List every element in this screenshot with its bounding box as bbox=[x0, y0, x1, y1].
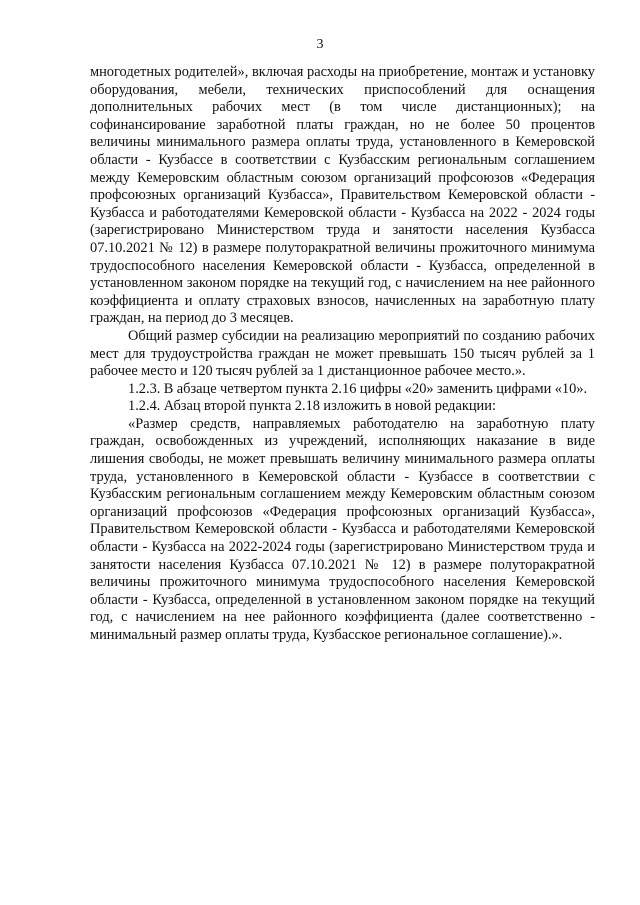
paragraph-item-1-2-3: 1.2.3. В абзаце четвертом пункта 2.16 цифры «20» заменить цифрами «10». bbox=[128, 380, 588, 397]
paragraph-new-edition: «Размер средств, направляемых работодателю на заработную плату граждан, освобожденных из учреждений, исполняющих наказание в виде лишения свободы, не может превышать величину минимального размера оплаты труда, установленного в Кемеровской области - Кузбассе в соответствии с Кузбасским региональным соглашением между Кемеровским областным союзом организаций профсоюзов «Федерация профсоюзных организаций Кузбасса», Правительством Кемеровской области - Кузбасса и работодателями Кемеровской области - Кузбасса на 2022-2024 годы (зарегистрировано Министерством труда и занятости населения Кузбасса 07.10.2021 № 12) в размере полуторакратной величины прожиточного минимума трудоспособного населения Кемеровской области - Кузбасса, определенной в установленном законом порядке на текущий год, с начислением на нее районного коэффициента (далее соответственно - минимальный размер оплаты труда, Кузбасское региональное соглашение).». bbox=[90, 415, 595, 643]
paragraph-continuation: многодетных родителей», включая расходы на приобретение, монтаж и установку оборудования, мебели, технических приспособлений для оснащения дополнительных рабочих мест (в том числе дистанционных); на софинансирование заработной платы граждан, но не более 50 процентов величины минимального размера оплаты труда, установленного в Кемеровской области - Кузбассе в соответствии с Кузбасским региональным соглашением между Кемеровским областным союзом организаций профсоюзов «Федерация профсоюзных организаций Кузбасса», Правительством Кемеровской области - Кузбасса и работодателями Кемеровской области - Кузбасса на 2022 - 2024 годы (зарегистрировано Министерством труда и занятости населения Кузбасса 07.10.2021 № 12) в размере полуторакратной величины прожиточного минимума трудоспособного населения Кемеровской области - Кузбасса, определенной в установленном законом порядке на текущий год, с начислением на нее районного коэффициента и оплату страховых взносов, начисленных на заработную плату граждан, на период до 3 месяцев. bbox=[90, 64, 595, 327]
paragraph-item-1-2-4: 1.2.4. Абзац второй пункта 2.18 изложить в новой редакции: bbox=[128, 398, 496, 415]
paragraph-subsidy-total: Общий размер субсидии на реализацию мероприятий по созданию рабочих мест для трудоустройства граждан не может превышать 150 тысяч рублей за 1 рабочее место и 120 тысяч рублей за 1 дистанционное рабочее место.». bbox=[90, 327, 595, 380]
document-body bbox=[90, 64, 595, 645]
page-number: 3 bbox=[316, 37, 324, 52]
